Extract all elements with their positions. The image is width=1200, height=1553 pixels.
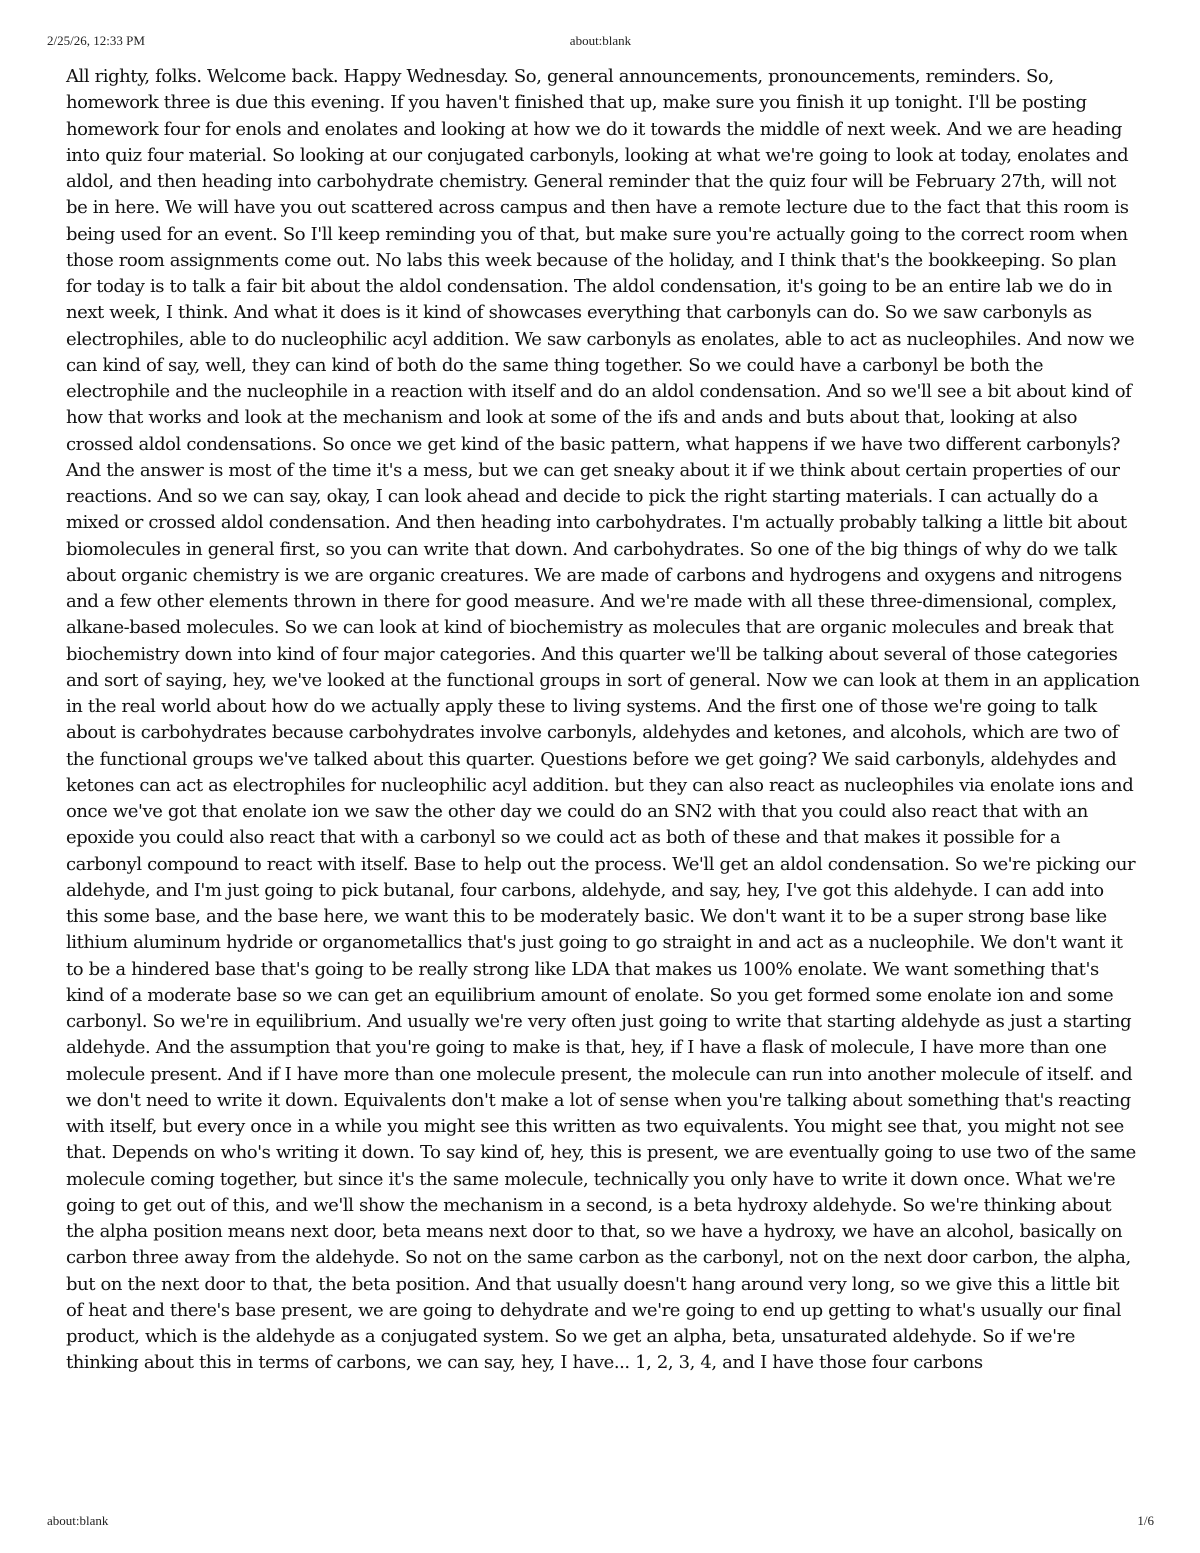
header-page-title: about:blank bbox=[569, 33, 632, 48]
footer-url: about:blank bbox=[47, 1513, 109, 1528]
footer-page-number: 1/6 bbox=[1137, 1513, 1154, 1528]
print-header bbox=[47, 33, 1154, 51]
print-footer bbox=[47, 1513, 1154, 1531]
transcript-paragraph: All righty, folks. Welcome back. Happy Wednesday. So, general announcements, pronouncements, reminders. So, homework three is due this evening. If you haven't finished that up, make sure you finish it up tonight. I'll be posting homework four for enols and enolates and looking at how we do it towards the middle of next week. And we are heading into quiz four material. So looking at our conjugated carbonyls, looking at what we're going to look at today, enolates and aldol, and then heading into carbohydrate chemistry. General reminder that the quiz four will be February 27th, will not be in here. We will have you out scattered across campus and then have a remote lecture due to the fact that this room is being used for an event. So I'll keep reminding you of that, but make sure you're actually going to the correct room when those room assignments come out. No labs this week because of the holiday, and I think that's the bookkeeping. So plan for today is to talk a fair bit about the aldol condensation. The aldol condensation, it's going to be an entire lab we do in next week, I think. And what it does is it kind of showcases everything that carbonyls can do. So we saw carbonyls as electrophiles, able to do nucleophilic acyl addition. We saw carbonyls as enolates, able to act as nucleophiles. And now we can kind of say, well, they can kind of both do the same thing together. So we could have a carbonyl be both the electrophile and the nucleophile in a reaction with itself and do an aldol condensation. And so we'll see a bit about kind of how that works and look at the mechanism and look at some of the ifs and ands and buts about that, looking at also crossed aldol condensations. So once we get kind of the basic pattern, what happens if we have two different carbonyls? And the answer is most of the time it's a mess, but we can get sneaky about it if we think about certain properties of our reactions. And so we can say, okay, I can look ahead and decide to pick the right starting materials. I can actually do a mixed or crossed aldol condensation. And then heading into carbohydrates. I'm actually probably talking a little bit about biomolecules in general first, so you can write that down. And carbohydrates. So one of the big things of why do we talk about organic chemistry is we are organic creatures. We are made of carbons and hydrogens and oxygens and nitrogens and a few other elements thrown in there for good measure. And we're made with all these three-dimensional, complex, alkane-based molecules. So we can look at kind of biochemistry as molecules that are organic molecules and break that biochemistry down into kind of four major categories. And this quarter we'll be talking about several of those categories and sort of saying, hey, we've looked at the functional groups in sort of general. Now we can look at them in an application in the real world about how do we actually apply these to living systems. And the first one of those we're going to talk about is carbohydrates because carbohydrates involve carbonyls, aldehydes and ketones, and alcohols, which are two of the functional groups we've talked about this quarter. Questions before we get going? We said carbonyls, aldehydes and ketones can act as electrophiles for nucleophilic acyl addition. but they can also react as nucleophiles via enolate ions and once we've got that enolate ion we saw the other day we could do an SN2 with that you could also react that with an epoxide you could also react that with a carbonyl so we could act as both of these and that makes it possible for a carbonyl compound to react with itself. Base to help out the process. We'll get an aldol condensation. So we're picking our aldehyde, and I'm just going to pick butanal, four carbons, aldehyde, and say, hey, I've got this aldehyde. I can add into this some base, and the base here, we want this to be moderately basic. We don't want it to be a super strong base like lithium aluminum hydride or organometallics that's just going to go straight in and act as a nucleophile. We don't want it to be a hindered base that's going to be really strong like LDA that makes us 100% enolate. We want something that's kind of a moderate base so we can get an equilibrium amount of enolate. So you get formed some enolate ion and some carbonyl. So we're in equilibrium. And usually we're very often just going to write that starting aldehyde as just a starting aldehyde. And the assumption that you're going to make is that, hey, if I have a flask of molecule, I have more than one molecule present. And if I have more than one molecule present, the molecule can run into another molecule of itself. and we don't need to write it down. Equivalents don't make a lot of sense when you're talking about something that's reacting with itself, but every once in a while you might see this written as two equivalents. You might see that, you might not see that. Depends on who's writing it down. To say kind of, hey, this is present, we are eventually going to use two of the same molecule coming together, but since it's the same molecule, technically you only have to write it down once. What we're going to get out of this, and we'll show the mechanism in a second, is a beta hydroxy aldehyde. So we're thinking about the alpha position means next door, beta means next door to that, so we have a hydroxy, we have an alcohol, basically on carbon three away from the aldehyde. So not on the same carbon as the carbonyl, not on the next door carbon, the alpha, but on the next door to that, the beta position. And that usually doesn't hang around very long, so we give this a little bit of heat and there's base present, we are going to dehydrate and we're going to end up getting to what's usually our final product, which is the aldehyde as a conjugated system. So we get an alpha, beta, unsaturated aldehyde. So if we're thinking about this in terms of carbons, we can say, hey, I have... 1, 2, 3, 4, and I have those four carbons bbox=[66, 66, 1140, 1374]
header-datetime: 2/25/26, 12:33 PM bbox=[47, 33, 145, 48]
